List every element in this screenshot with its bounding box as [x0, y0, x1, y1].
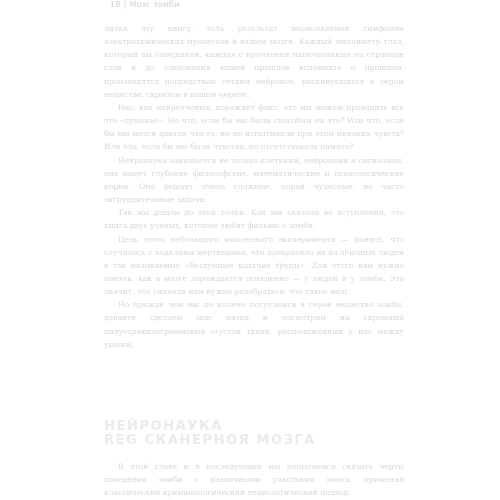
header-separator: | [123, 0, 127, 9]
section-heading-line: НЕЙРОНАУКА [104, 419, 223, 434]
body-text [104, 22, 404, 351]
page-number: 18 [110, 0, 121, 9]
paragraph: В этой главе и в последующих мы попытаемся связать черты поведения зомби с различными участками мозга, применяя классический криминологический неврологический подход. [104, 462, 404, 498]
paragraph: Цель этого небольшого мысленного эксперимента — понять, что случилось с ходячими мертвецами, что превратило их из обычных людей в так называемые «бездумные ходячие трупы». Для этого нам нужно понять, как в мозге зарождается поведение — у людей и у зомби. Это значит, что сначала нам нужно разобраться, что такое мозг. [104, 234, 404, 297]
paragraph: Так мы дошли до этой точки. Как мы сказали во вступлении, это книга двух ученых, которые любят фильмы о зомби. [104, 208, 404, 231]
section-heading [104, 420, 316, 448]
paragraph: Но прежде чем мы по колено погрузимся в серое вещество зомби, давайте сделаем шаг назад и посмотрим на скромный полуторакилограммовый сгусток ткани, расположенный у нас между ушами. [104, 300, 404, 349]
paragraph: читая эту книгу, есть результат несмолкаемой симфонии электрохимических процессов в вашем мозге. Каждый миллиметр глаз, который вы совершили, каждая с прочтения напечатанных на странице слов и до следования вашей прошлое вспомнить о прошлом, производятся посредством сетями нейронов, раскинувшихся в сером веществе, скрытом в вашем черепе. [104, 24, 404, 99]
book-title: Мозг зомби [129, 0, 180, 9]
running-header [110, 0, 180, 9]
paragraph: Нейронаука занимается не только клетками, нейронами и сигналами, она имеет глубокие философские, математические и психологические корни. Она решает очень сложные, порой чудесные, но часто затруднительные задачи. [104, 155, 404, 205]
paragraph: Нас, как нейроученых, поражает факт, что мы можем проводить все это «думанье». Но что, если бы мы были способны на это? Или что, если бы мы мозги давали что-то, но не испытывали при этом никаких чувств? Или что, если бы мы были чувства, но отсутствовала память? [104, 102, 404, 152]
section-body [104, 460, 404, 499]
section-heading-line: REG СКАНЕРНОЯ МОЗГА [104, 433, 317, 448]
